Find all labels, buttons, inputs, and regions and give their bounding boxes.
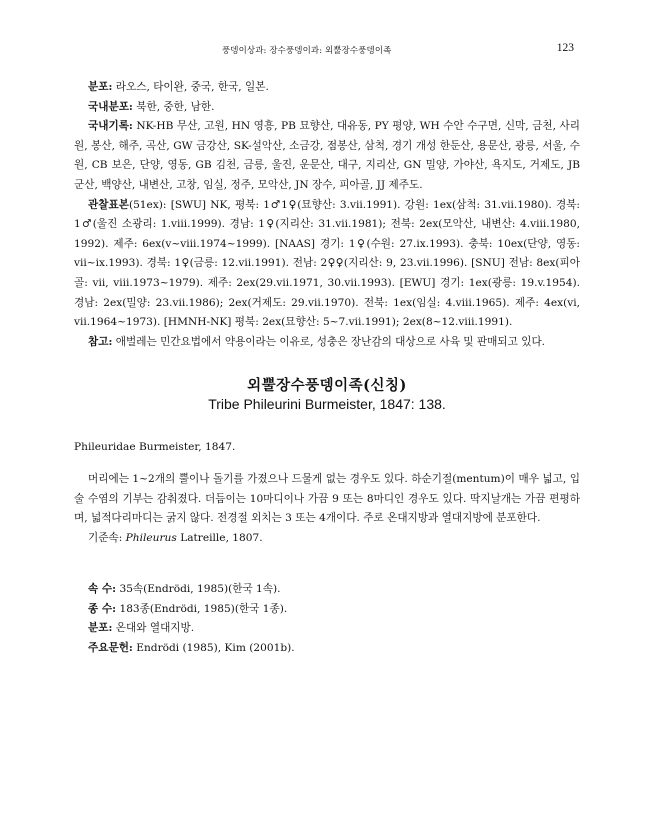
running-head-title: 풍뎅이상과: 장수풍뎅이과: 외뿔장수풍뎅이족 (222, 46, 392, 56)
description-paragraph: 머리에는 1~2개의 뿔이나 돌기를 가졌으나 드물게 없는 경우도 있다. 하순기절(mentum)이 매우 넓고, 입술 수염의 기부는 감춰졌다. 더듬이는 10마디이나 가끔 9 또는 8마디인 경우도 있다. 딱지날개는 가끔 편평하며, 넓적다리마디는 굵지 않다. 전경절 외치는 3 또는 4개이다. 주로 온대지방과 열대지방에 분포한다. (74, 473, 580, 525)
references-paragraph (74, 639, 580, 659)
domestic-distribution-text: 북한, 중한, 남한. (136, 100, 215, 113)
running-head (0, 44, 652, 60)
tribe-heading-korean: 외뿔장수풍뎅이족(신칭) (247, 377, 407, 394)
genera-count-label: 속 수: (88, 583, 117, 595)
species-count-label: 종 수: (88, 602, 117, 615)
examined-specimens-text: (51ex): [SWU] NK, 평북: 1♂1♀(묘향산: 3.vii.1991). 강원: 1ex(삼척: 31.vii.1980). 경북: 1♂(울진 소광리: 1.viii.1999). 경남: 1♀(지리산: 31.vii.1981); 전북: 2ex(모악산, 내변산: 4.viii.1980, 1992). 제주: 6ex(v~viii.1974~1999). [NAAS] 경기: 1♀(수원: 27.ix.1993). 충북: 10ex(단양, 영동: vii~ix.1993). 경북: 1♀(금릉: 12.vii.1991). 전남: 2♀♀(지리산: 9, 23.vii.1996). [SNU] 전남: 8ex(피아골: vii, viii.1973~1979). 제주: 2ex(29.vii.1971, 30.vii.1993). [EWU] 경기: 1ex(광릉: 19.v.1954). 경남: 2ex(밀양: 23.vii.1986); 2ex(거제도: 29.vii.1970). 전북: 1ex(임실: 4.viii.1965). 제주: 4ex(vi, vii.1964~1973). [HMNH-NK] 평북: 2ex(묘향산: 5~7.vii.1991); 2ex(8~12.viii.1991). (74, 198, 580, 329)
synonym-section (74, 438, 580, 458)
tribe-distribution-text: 온대와 열대지방. (115, 622, 195, 635)
domestic-records-text: NK-HB 무산, 고원, HN 영흥, PB 묘향산, 대유동, PY 평양, WH 수안 수구면, 신막, 금천, 사리원, 봉산, 해주, 곡산, GW 금강산, SK-설악산, 소금강, 점봉산, 삼척, 경기 개성 한둔산, 용문산, 광릉, 서울, 수원, CB 보은, 단양, 영동, GB 김천, 금릉, 울진, 운문산, 대구, 지리산, GN 밀양, 가야산, 욕지도, 거제도, JB 군산, 백양산, 내변산, 고창, 임실, 정주, 모악산, JN 장수, 피아골, JJ 제주도. (74, 120, 581, 191)
species-count-paragraph (74, 600, 580, 620)
distribution-paragraph (74, 78, 580, 98)
domestic-distribution-label: 국내분포: (88, 100, 133, 113)
species-count-text: 183종(Endrödi, 1985)(한국 1종). (119, 602, 288, 615)
tribe-distribution-paragraph (74, 619, 580, 639)
note-text: 애벌레는 민간요법에서 약용이라는 이유로, 성충은 장난감의 대상으로 사육 및 판매되고 있다. (115, 335, 546, 348)
domestic-distribution-paragraph (74, 98, 580, 118)
note-label: 참고: (88, 335, 113, 348)
type-genus-author: Latreille, 1807. (180, 531, 263, 544)
tribe-distribution-label: 분포: (88, 622, 113, 635)
tribe-facts-section (74, 580, 580, 658)
type-genus-label: 기준속: (88, 531, 123, 544)
page-number: 123 (556, 42, 574, 54)
tribe-heading-latin: Tribe Phileurini Burmeister, 1847: 138. (208, 396, 446, 412)
genera-count-paragraph (74, 580, 580, 600)
species-section (74, 78, 580, 352)
domestic-records-paragraph (74, 117, 580, 195)
references-label: 주요문헌: (88, 641, 133, 654)
distribution-label: 분포: (88, 81, 113, 93)
description-section (74, 470, 580, 548)
distribution-text: 라오스, 타이완, 중국, 한국, 일본. (115, 81, 269, 93)
domestic-records-label: 국내기록: (88, 120, 133, 133)
genera-count-text: 35속(Endrödi, 1985)(한국 1속). (119, 583, 281, 595)
references-text: Endrödi (1985), Kim (2001b). (136, 641, 295, 654)
type-genus-paragraph (74, 529, 580, 549)
note-paragraph (74, 333, 580, 353)
examined-specimens-label: 관찰표본 (88, 198, 129, 211)
synonym-text: Phileuridae Burmeister, 1847. (74, 441, 236, 453)
examined-specimens-paragraph (74, 196, 580, 333)
type-genus-name: Phileurus (125, 531, 177, 544)
